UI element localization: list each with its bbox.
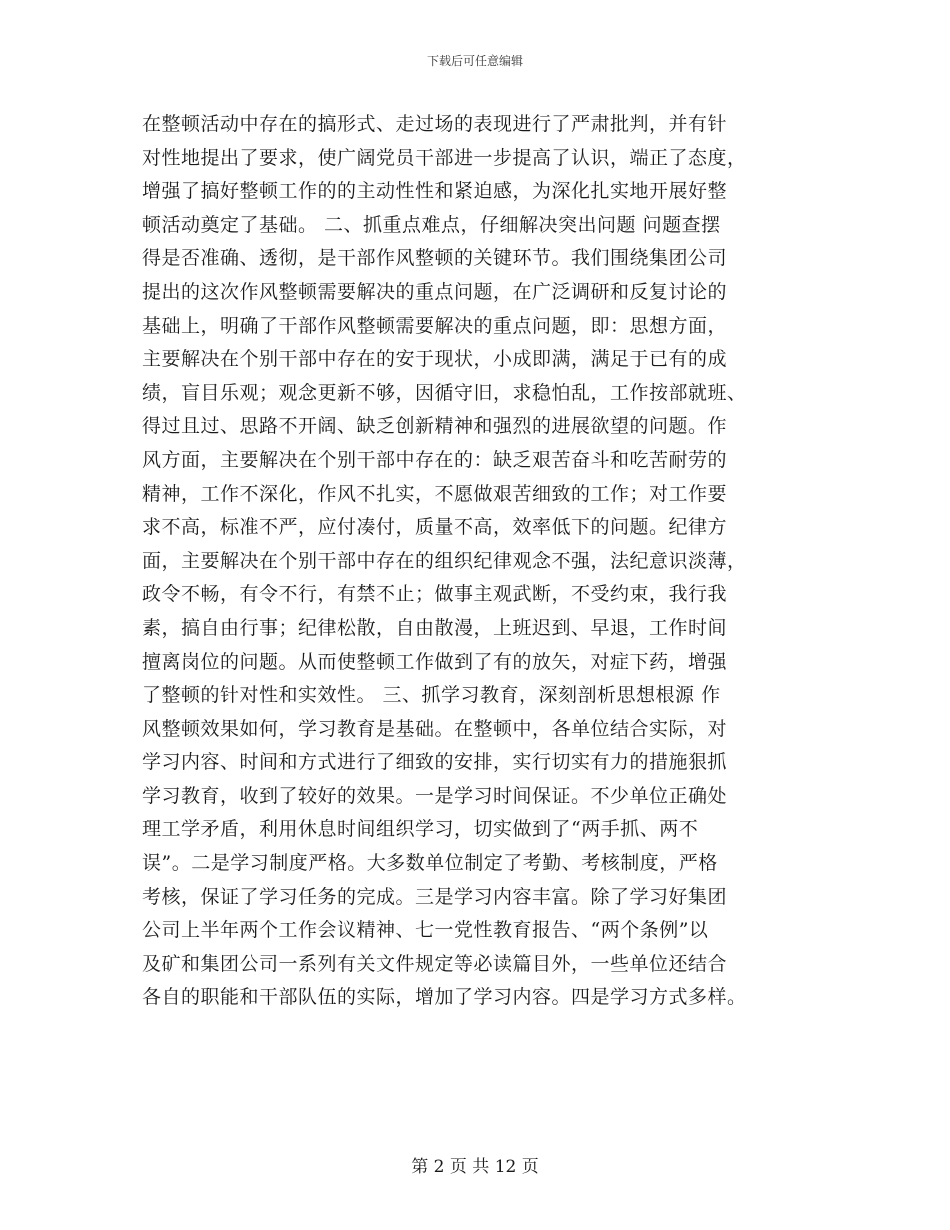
text-line: 面，主要解决在个别干部中存在的组织纪律观念不强，法纪意识淡薄， (142, 549, 747, 572)
text-line: 基础上，明确了干部作风整顿需要解决的重点问题，即：思想方面， (142, 314, 728, 337)
text-line: 各自的职能和干部队伍的实际，增加了学习内容。四是学习方式多样。 (142, 986, 747, 1009)
text-line: 素，搞自由行事；纪律松散，自由散漫，上班迟到、早退，工作时间 (142, 616, 728, 639)
text-line: 误”。二是学习制度严格。大多数单位制定了考勤、考核制度，严格 (142, 852, 718, 875)
text-line: 了整顿的针对性和实效性。 三、抓学习教育，深刻剖析思想根源 作 (142, 684, 721, 707)
text-line: 绩，盲目乐观；观念更新不够，因循守旧，求稳怕乱，工作按部就班、 (142, 381, 747, 404)
text-line: 擅离岗位的问题。从而使整顿工作做到了有的放矢，对症下药，增强 (142, 650, 728, 673)
text-line: 求不高，标准不严，应付凑付，质量不高，效率低下的问题。纪律方 (142, 516, 728, 539)
text-line: 风整顿效果如何，学习教育是基础。在整顿中，各单位结合实际，对 (142, 717, 728, 740)
text-line: 学习教育，收到了较好的效果。一是学习时间保证。不少单位正确处 (142, 784, 728, 807)
text-line: 及矿和集团公司一系列有关文件规定等必读篇目外，一些单位还结合 (142, 952, 728, 975)
text-line: 顿活动奠定了基础。 二、抓重点难点，仔细解决突出问题 问题查摆 (142, 213, 721, 236)
text-line: 增强了搞好整顿工作的的主动性性和紧迫感，为深化扎实地开展好整 (142, 180, 728, 203)
text-line: 提出的这次作风整顿需要解决的重点问题，在广泛调研和反复讨论的 (142, 280, 728, 303)
text-line: 政令不畅，有令不行，有禁不止；做事主观武断，不受约束，我行我 (142, 583, 728, 606)
text-line: 主要解决在个别干部中存在的安于现状，小成即满，满足于已有的成 (142, 348, 728, 371)
text-line: 学习内容、时间和方式进行了细致的安排，实行切实有力的措施狠抓 (142, 751, 728, 774)
document-body (142, 108, 812, 1015)
text-line: 在整顿活动中存在的搞形式、走过场的表现进行了严肃批判，并有针 (142, 113, 728, 135)
text-line: 理工学矛盾，利用休息时间组织学习，切实做到了“两手抓、两不 (142, 818, 699, 841)
text-line: 公司上半年两个工作会议精神、七一党性教育报告、“两个条例”以 (142, 919, 709, 942)
text-line: 考核，保证了学习任务的完成。三是学习内容丰富。除了学习好集团 (142, 885, 728, 908)
text-line: 得是否准确、透彻，是干部作风整顿的关键环节。我们围绕集团公司 (142, 247, 728, 270)
text-line: 精神，工作不深化，作风不扎实，不愿做艰苦细致的工作；对工作要 (142, 482, 728, 505)
page-number-footer: 第 2 页 共 12 页 (411, 1157, 539, 1177)
text-line: 对性地提出了要求，使广阔党员干部进一步提高了认识，端正了态度， (142, 146, 747, 169)
page-header: 下载后可任意编辑 (426, 54, 523, 68)
text-line: 风方面，主要解决在个别干部中存在的：缺乏艰苦奋斗和吃苦耐劳的 (142, 448, 728, 471)
text-line: 得过且过、思路不开阔、缺乏创新精神和强烈的进展欲望的问题。作 (142, 415, 728, 438)
